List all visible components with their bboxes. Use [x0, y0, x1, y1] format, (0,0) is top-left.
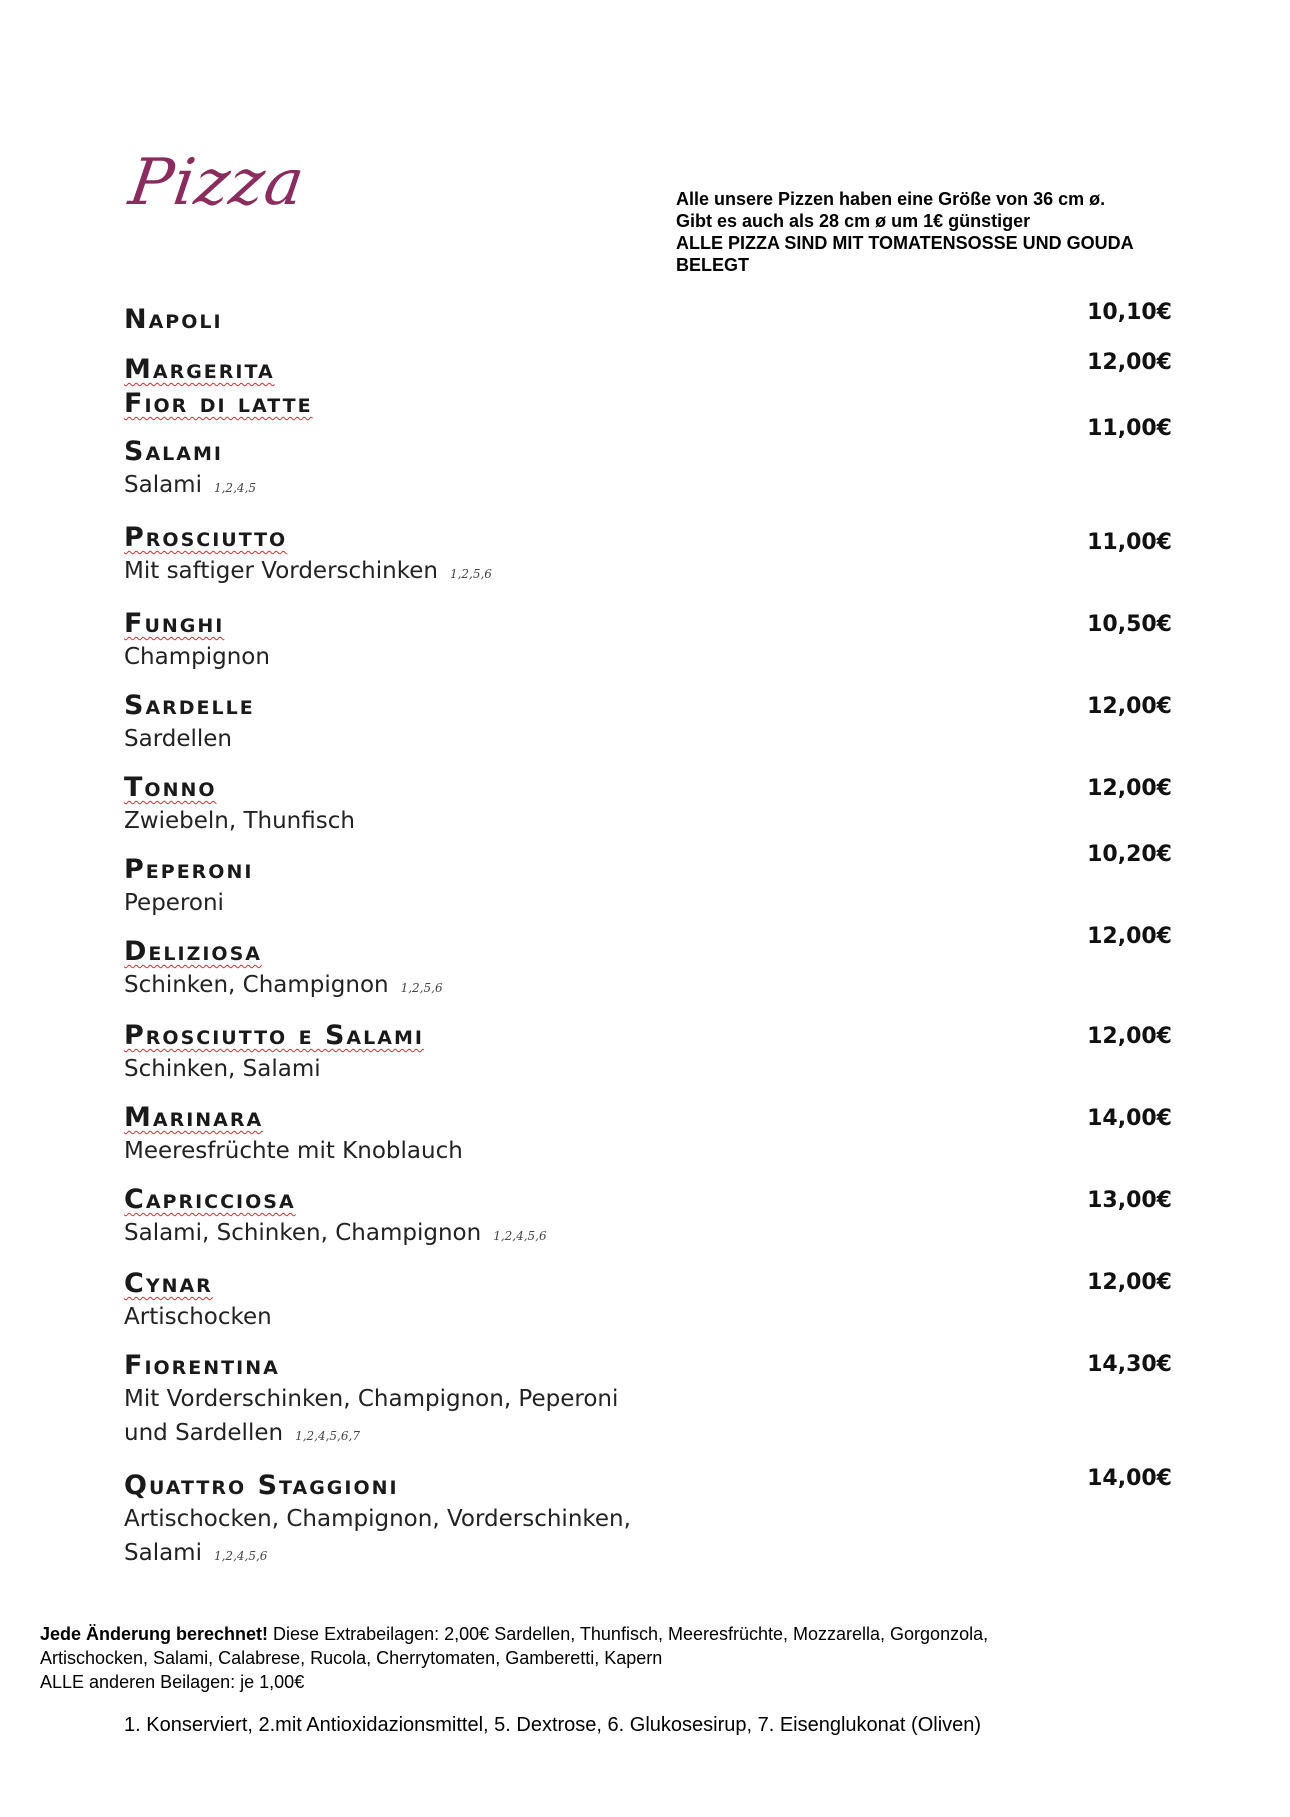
item-price: 12,00€	[1087, 694, 1172, 719]
item-description: Peperoni	[124, 890, 224, 916]
item-name: Prosciutto e Salami	[124, 1020, 424, 1051]
item-price: 12,00€	[1087, 1024, 1172, 1049]
item-price: 12,00€	[1087, 776, 1172, 801]
item-name: Quattro Staggioni	[124, 1470, 399, 1501]
item-name: Fior di latte	[124, 388, 313, 419]
item-price: 10,20€	[1087, 842, 1172, 867]
size-info-line: Alle unsere Pizzen haben eine Größe von 36 cm ø.	[676, 189, 1106, 209]
item-description: Sardellen	[124, 726, 233, 752]
extras-note-text: Artischocken, Salami, Calabrese, Rucola, Cherrytomaten, Gamberetti, Kapern	[40, 1648, 663, 1668]
item-price: 13,00€	[1087, 1188, 1172, 1213]
item-description: Artischocken, Champignon, Vorderschinken,	[124, 1506, 631, 1532]
item-name: Deliziosa	[124, 936, 262, 967]
item-description: Artischocken	[124, 1304, 272, 1330]
item-description: Salami, Schinken, Champignon 1,2,4,5,6	[124, 1220, 547, 1246]
allergen-codes: 1,2,4,5	[213, 481, 256, 495]
item-name: Fiorentina	[124, 1350, 280, 1381]
item-description: Salami 1,2,4,5	[124, 472, 256, 498]
item-description: Champignon	[124, 644, 270, 670]
item-price: 14,00€	[1087, 1466, 1172, 1491]
item-name: Cynar	[124, 1268, 213, 1299]
item-description: Zwiebeln, Thunfisch	[124, 808, 355, 834]
extras-note-bold: Jede Änderung berechnet!	[40, 1624, 269, 1644]
item-name: Sardelle	[124, 690, 255, 721]
item-price: 10,10€	[1087, 300, 1172, 325]
extras-note-text: ALLE anderen Beilagen: je 1,00€	[40, 1672, 305, 1692]
item-price: 11,00€	[1087, 530, 1172, 555]
item-price: 10,50€	[1087, 612, 1172, 637]
item-name: Peperoni	[124, 854, 254, 885]
allergen-codes: 1,2,5,6	[449, 567, 492, 581]
item-price: 14,30€	[1087, 1352, 1172, 1377]
item-name: Funghi	[124, 608, 225, 639]
allergen-codes: 1,2,5,6	[400, 981, 443, 995]
item-name: Prosciutto	[124, 522, 288, 553]
size-info	[676, 188, 1196, 276]
item-description: Schinken, Salami	[124, 1056, 321, 1082]
allergen-codes: 1,2,4,5,6	[213, 1549, 268, 1563]
allergen-legend: 1. Konserviert, 2.mit Antioxidazionsmittel, 5. Dextrose, 6. Glukosesirup, 7. Eisenglukonat (Oliven)	[124, 1714, 982, 1736]
item-name: Marinara	[124, 1102, 264, 1133]
item-description: Mit Vorderschinken, Champignon, Peperoni	[124, 1386, 619, 1412]
item-name: Capricciosa	[124, 1184, 296, 1215]
size-info-line: ALLE PIZZA SIND MIT TOMATENSOSSE UND GOUDA BELEGT	[676, 233, 1134, 275]
extras-note	[40, 1622, 1240, 1694]
item-description: Meeresfrüchte mit Knoblauch	[124, 1138, 463, 1164]
extras-note-text: Diese Extrabeilagen: 2,00€ Sardellen, Thunfisch, Meeresfrüchte, Mozzarella, Gorgonzola,	[268, 1624, 989, 1644]
item-price: 12,00€	[1087, 350, 1172, 375]
allergen-codes: 1,2,4,5,6	[493, 1229, 547, 1243]
item-price: 14,00€	[1087, 1106, 1172, 1131]
item-name: Salami	[124, 436, 223, 467]
page-title: Pizza	[124, 146, 310, 220]
item-price: 12,00€	[1087, 924, 1172, 949]
item-price: 11,00€	[1087, 416, 1172, 441]
item-name: Tonno	[124, 772, 217, 803]
item-description: und Sardellen 1,2,4,5,6,7	[124, 1420, 360, 1446]
size-info-line: Gibt es auch als 28 cm ø um 1€ günstiger	[676, 211, 1031, 231]
item-description: Mit saftiger Vorderschinken 1,2,5,6	[124, 558, 492, 584]
item-price: 12,00€	[1087, 1270, 1172, 1295]
item-name: Margerita	[124, 354, 275, 385]
item-description: Schinken, Champignon 1,2,5,6	[124, 972, 443, 998]
allergen-codes: 1,2,4,5,6,7	[295, 1429, 360, 1443]
item-description: Salami 1,2,4,5,6	[124, 1540, 268, 1566]
item-name: Napoli	[124, 304, 223, 335]
